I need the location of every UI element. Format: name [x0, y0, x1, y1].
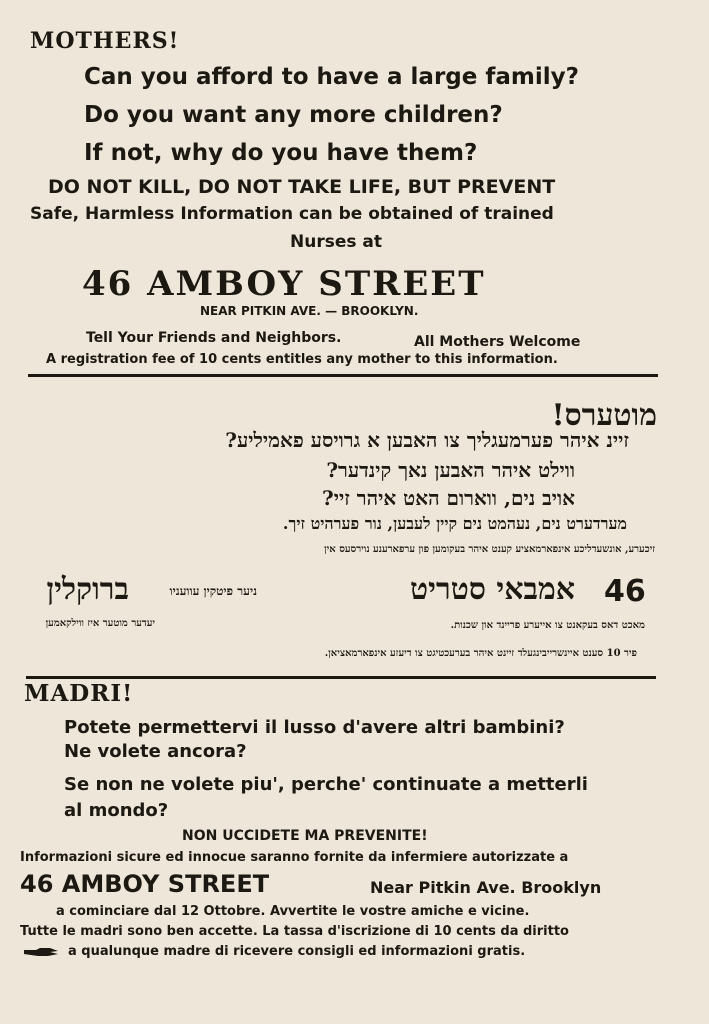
- yiddish-question-3: אויב נים, ווארום האט איהר זיי?: [322, 486, 575, 510]
- yiddish-fee: פיר 10 סענט איינשרייבינגעלד זיינט איהר בערעכטיגט צו דיעזע אינפארמאציאן.: [324, 648, 637, 659]
- yiddish-tell-friends: מאכט דאס בעקאנט צו אייערע פריינד און שכנות.: [450, 620, 645, 631]
- italian-heading: MADRI!: [24, 680, 134, 707]
- italian-info: Informazioni sicure ed innocue saranno fornite da infermiere autorizzate a: [20, 850, 569, 865]
- yiddish-address-street: אמבאי סטריט: [410, 572, 575, 607]
- yiddish-near: ניער פיטקין עוועניו: [169, 584, 257, 598]
- italian-start-date: a cominciare dal 12 Ottobre. Avvertite le vostre amiche e vicine.: [56, 904, 530, 919]
- italian-question-3a: Se non ne volete piu', perche' continuate a metterli: [64, 774, 588, 795]
- yiddish-slogan: מערדערט נים, נעהמט נים קיין לעבען, נור פערהיט זיך.: [282, 514, 627, 533]
- yiddish-city: ברוקלין: [46, 572, 129, 607]
- italian-slogan: NON UCCIDETE MA PREVENITE!: [182, 828, 428, 844]
- pointing-hand-icon: [22, 946, 62, 958]
- yiddish-welcome: יעדער מוטער איז ווילקאמען: [45, 618, 155, 629]
- yiddish-question-1: זיינ איהר פערמעגליך צו האבען א גרויסע פאמיליע?: [225, 428, 629, 452]
- english-tell-friends: Tell Your Friends and Neighbors.: [86, 330, 342, 346]
- italian-question-2: Ne volete ancora?: [64, 741, 247, 762]
- italian-near: Near Pitkin Ave. Brooklyn: [370, 878, 602, 897]
- english-info-line-1: Safe, Harmless Information can be obtained of trained: [30, 204, 554, 224]
- english-info-line-2: Nurses at: [290, 232, 382, 252]
- yiddish-question-2: ווילט איהר האבען נאך קינדער?: [326, 458, 575, 482]
- english-slogan: DO NOT KILL, DO NOT TAKE LIFE, BUT PREVENT: [48, 176, 556, 198]
- yiddish-info: זיכערע, אונשעדליכע אינפארמאציע קענט איהר בעקומען פון ערפארענע נוירסעס אין: [324, 544, 655, 555]
- italian-question-1: Potete permettervi il lusso d'avere altri bambini?: [64, 717, 565, 738]
- english-heading: MOTHERS!: [30, 28, 180, 54]
- english-question-2: Do you want any more children?: [84, 102, 503, 128]
- english-question-3: If not, why do you have them?: [84, 140, 478, 166]
- italian-address: 46 AMBOY STREET: [20, 870, 270, 898]
- divider-2: [26, 676, 656, 679]
- english-address: 46 AMBOY STREET: [82, 264, 486, 304]
- english-question-1: Can you afford to have a large family?: [84, 64, 579, 90]
- italian-welcome: Tutte le madri sono ben accette. La tassa d'iscrizione di 10 cents da diritto: [20, 924, 569, 939]
- yiddish-address-number: 46: [604, 574, 646, 609]
- italian-question-3b: al mondo?: [64, 800, 169, 821]
- yiddish-heading: מוטערס!: [551, 398, 657, 433]
- english-fee: A registration fee of 10 cents entitles any mother to this information.: [46, 352, 558, 367]
- italian-fee: a qualunque madre di ricevere consigli ed informazioni gratis.: [68, 944, 526, 959]
- divider-1: [28, 374, 658, 377]
- english-near: NEAR PITKIN AVE. — BROOKLYN.: [200, 304, 419, 318]
- english-welcome: All Mothers Welcome: [414, 334, 581, 350]
